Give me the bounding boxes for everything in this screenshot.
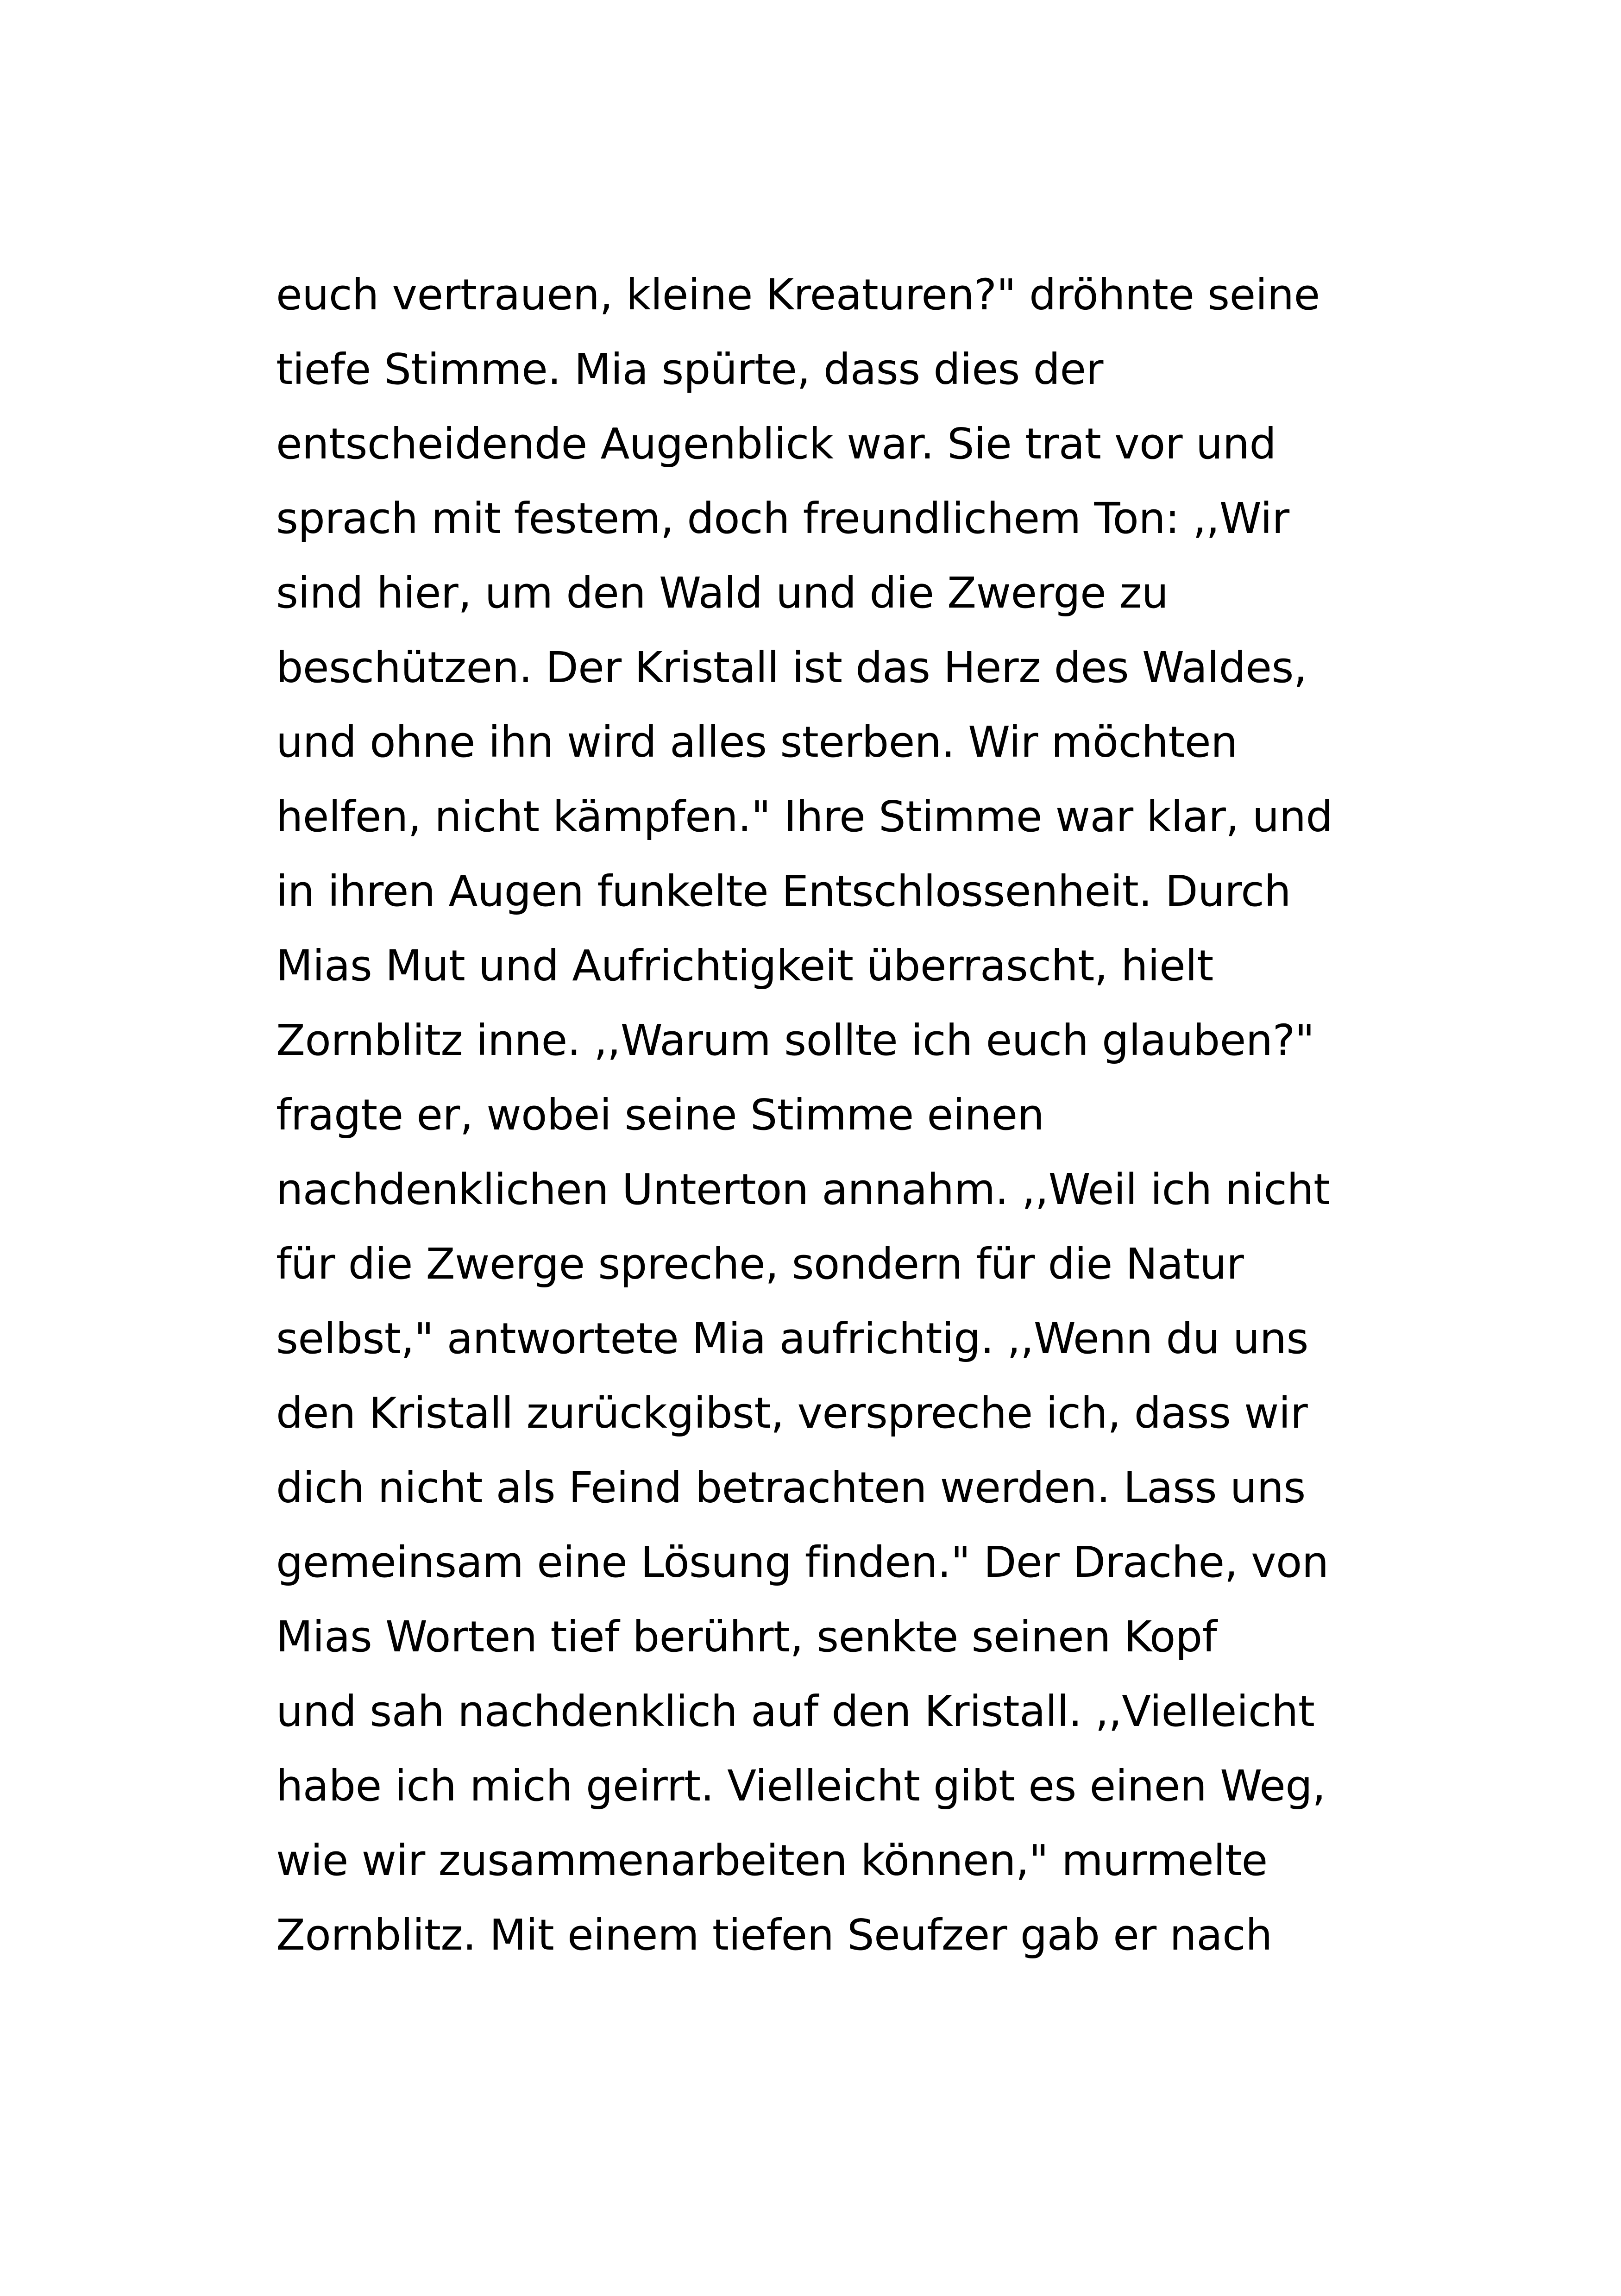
story-text: [276, 257, 1388, 1972]
text-line: gemeinsam eine Lösung finden." Der Drache, von: [276, 1537, 1329, 1587]
text-line: sind hier, um den Wald und die Zwerge zu: [276, 568, 1169, 618]
text-line: habe ich mich geirrt. Vielleicht gibt es einen Weg,: [276, 1761, 1326, 1811]
text-line: wie wir zusammenarbeiten können," murmelte: [276, 1836, 1268, 1885]
text-line: dich nicht als Feind betrachten werden. Lass uns: [276, 1463, 1306, 1512]
text-line: nachdenklichen Unterton annahm. ,,Weil ich nicht: [276, 1165, 1330, 1214]
text-line: Zornblitz. Mit einem tiefen Seufzer gab er nach: [276, 1910, 1272, 1960]
text-line: selbst," antwortete Mia aufrichtig. ,,Wenn du uns: [276, 1314, 1308, 1363]
text-line: den Kristall zurückgibst, verspreche ich, dass wir: [276, 1388, 1308, 1438]
text-line: fragte er, wobei seine Stimme einen: [276, 1090, 1044, 1140]
text-line: entscheidende Augenblick war. Sie trat vor und: [276, 419, 1276, 469]
text-line: helfen, nicht kämpfen." Ihre Stimme war klar, und: [276, 792, 1333, 841]
text-line: tiefe Stimme. Mia spürte, dass dies der: [276, 345, 1103, 394]
text-line: und sah nachdenklich auf den Kristall. ,,Vielleicht: [276, 1687, 1315, 1736]
text-line: Mias Mut und Aufrichtigkeit überrascht, hielt: [276, 941, 1213, 991]
text-line: beschützen. Der Kristall ist das Herz des Waldes,: [276, 643, 1307, 692]
text-line: Zornblitz inne. ,,Warum sollte ich euch glauben?": [276, 1016, 1314, 1065]
text-line: Mias Worten tief berührt, senkte seinen Kopf: [276, 1612, 1217, 1662]
text-line: für die Zwerge spreche, sondern für die Natur: [276, 1239, 1244, 1289]
text-line: und ohne ihn wird alles sterben. Wir möchten: [276, 717, 1238, 767]
text-line: in ihren Augen funkelte Entschlossenheit. Durch: [276, 866, 1291, 916]
text-line: euch vertrauen, kleine Kreaturen?" dröhnte seine: [276, 270, 1320, 320]
text-line: sprach mit festem, doch freundlichem Ton: ,,Wir: [276, 494, 1289, 543]
